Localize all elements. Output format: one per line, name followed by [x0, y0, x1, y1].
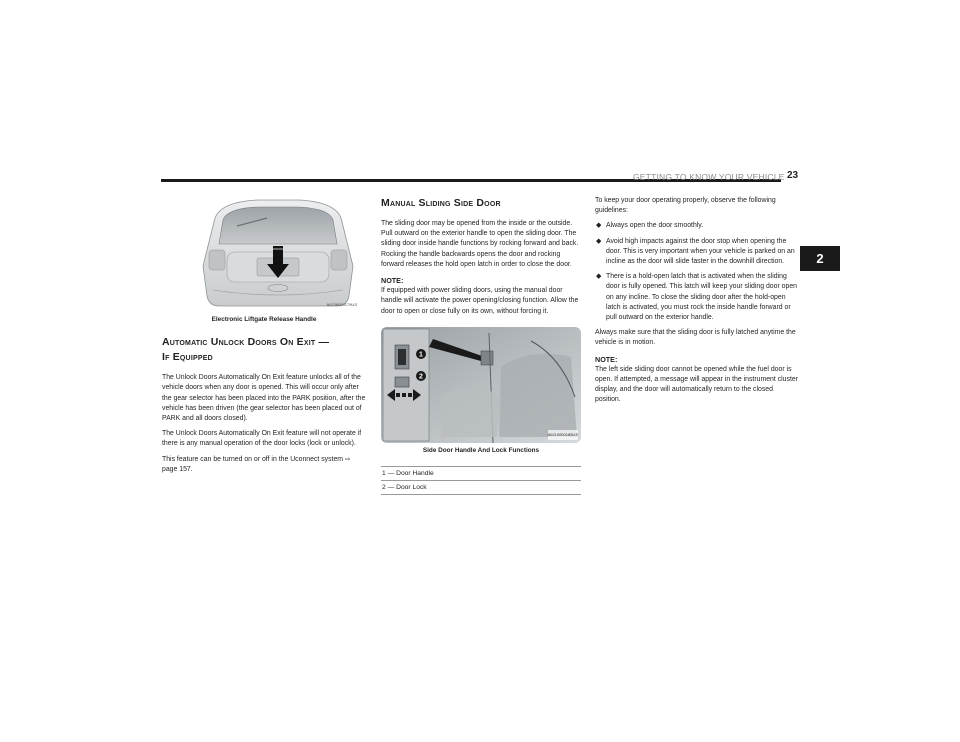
note-text: If equipped with power sliding doors, using the manual door handle will activate the power opening/closing function. Allow the door to open or close fully on its own, without forcing it. [381, 287, 579, 315]
bullet-icon: ◆ [596, 273, 602, 281]
figure-code: A0238000179US [326, 301, 357, 307]
list-item-text: Avoid high impacts against the door stop when opening the door. This is very important when your vehicle is parked on an incline as the door will slide faster in the downhill direction. [606, 237, 795, 266]
callout-1: 1 [419, 351, 423, 359]
column-3 [595, 196, 800, 411]
paragraph: The Unlock Doors Automatically On Exit feature unlocks all of the vehicle doors when any door is opened. This will occur only after the gear selector has been placed into the PARK position, after the vehicle has been driven (the gear selector has been placed out of PARK and all doors closed). [162, 374, 366, 423]
list-item-text: Always open the door smoothly. [606, 222, 704, 230]
door-handle-figure [381, 327, 581, 443]
paragraph-intro: To keep your door operating properly, observe the following guidelines: [595, 197, 776, 215]
door-handle-illustration [381, 327, 581, 443]
list-item-text: There is a hold-open latch that is activated when the sliding door is fully opened. This latch will keep your sliding door open on any incline. To close the sliding door after the hold-open latch is activated, you must rock the inside handle forward or pull outward on the exterior handle. [606, 273, 798, 322]
bullet-icon: ◆ [596, 237, 602, 245]
figure-legend [381, 466, 581, 495]
legend-row: 2 — Door Lock [381, 481, 581, 495]
legend-row: 1 — Door Handle [381, 467, 581, 481]
heading-line-2: If Equipped [162, 351, 213, 364]
note-text: The left side sliding door cannot be opened while the fuel door is open. If attempted, a message will appear in the instrument cluster display, and the door will automatically return to the closed position. [595, 365, 798, 404]
figure-caption: Electronic Liftgate Release Handle [211, 316, 317, 323]
paragraph: The Unlock Doors Automatically On Exit feature will not operate if there is any manual operation of the door locks (lock or unlock). [162, 430, 362, 448]
paragraph-uconnect [162, 455, 366, 475]
list-item [595, 272, 800, 323]
note-label: NOTE: [595, 354, 618, 364]
callout-2: 2 [419, 373, 423, 381]
paragraph: Always make sure that the sliding door is fully latched anytime the vehicle is in motion. [595, 329, 796, 347]
arrow-ref-icon: ⇨ [344, 455, 351, 463]
note-label: NOTE: [381, 276, 404, 286]
liftgate-illustration [197, 196, 359, 312]
chapter-tab[interactable]: 2 [800, 246, 840, 271]
section-heading-auto-unlock [162, 335, 366, 365]
list-item [595, 237, 800, 268]
bullet-icon: ◆ [596, 222, 602, 230]
list-item [595, 221, 800, 231]
header-section-title: GETTING TO KNOW YOUR VEHICLE [633, 172, 785, 182]
paragraph-text: This feature can be turned on or off in the Uconnect system [162, 455, 344, 463]
column-2 [381, 196, 581, 495]
figure-caption: Side Door Handle And Lock Functions [422, 446, 540, 454]
heading-line-1: Automatic Unlock Doors On Exit — [162, 336, 330, 349]
column-1 [162, 196, 366, 480]
guideline-list [595, 221, 800, 323]
page-number: 23 [787, 170, 799, 181]
liftgate-figure [197, 196, 359, 312]
paragraph: The sliding door may be opened from the inside or the outside. Pull outward on the exterior handle to open the sliding door. The sliding door inside handle functions by rocking forward and back. Rocking the handle backwards opens the door and rocking forward releases the hold open latch in order to close the door. [381, 220, 579, 268]
figure-code: A0210000185US [548, 430, 578, 440]
section-heading-sliding-door: Manual Sliding Side Door [381, 197, 501, 209]
page-reference-link[interactable]: page 157. [162, 465, 193, 473]
